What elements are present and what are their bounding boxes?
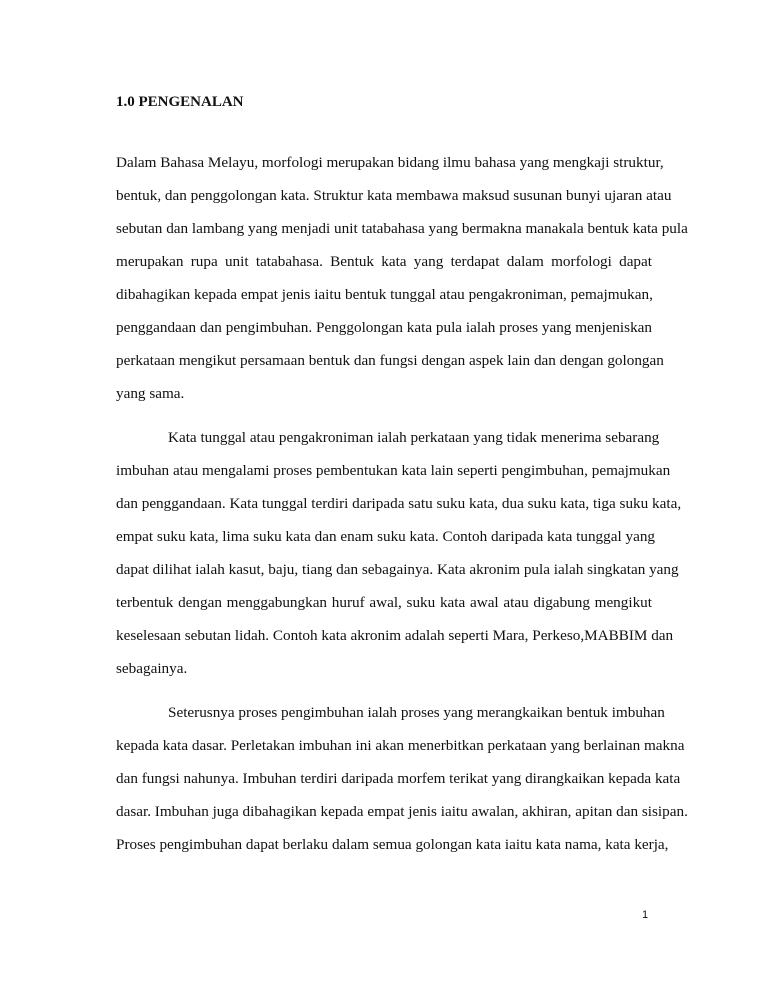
paragraph-line: dibahagikan kepada empat jenis iaitu bentuk tunggal atau pengakroniman, pemajmukan, <box>116 286 653 303</box>
paragraph-line: empat suku kata, lima suku kata dan enam suku kata. Contoh daripada kata tunggal yang <box>116 528 656 545</box>
paragraph-line: sebutan dan lambang yang menjadi unit tatabahasa yang bermakna manakala bentuk kata pula <box>116 220 688 237</box>
paragraph-line: dapat dilihat ialah kasut, baju, tiang dan sebagainya. Kata akronim pula ialah singkatan yang <box>116 561 679 578</box>
paragraph-line: dan fungsi nahunya. Imbuhan terdiri daripada morfem terikat yang dirangkaikan kepada kata <box>116 770 681 787</box>
paragraph-line: Proses pengimbuhan dapat berlaku dalam semua golongan kata iaitu kata nama, kata kerja, <box>116 836 669 853</box>
paragraph-line: dan penggandaan. Kata tunggal terdiri daripada satu suku kata, dua suku kata, tiga suku kata, <box>116 495 682 512</box>
paragraph-line: bentuk, dan penggolongan kata. Struktur kata membawa maksud susunan bunyi ujaran atau <box>116 187 672 204</box>
page-number: 1 <box>642 909 649 921</box>
section-heading: 1.0 PENGENALAN <box>116 94 244 110</box>
paragraph-line: penggandaan dan pengimbuhan. Penggolongan kata pula ialah proses yang menjeniskan <box>116 319 652 336</box>
paragraph-line: Dalam Bahasa Melayu, morfologi merupakan bidang ilmu bahasa yang mengkaji struktur, <box>116 154 664 171</box>
paragraph-line: merupakan rupa unit tatabahasa. Bentuk kata yang terdapat dalam morfologi dapat <box>116 253 652 270</box>
paragraph-line: sebagainya. <box>116 660 188 677</box>
paragraph-line: yang sama. <box>116 385 185 402</box>
paragraph-line: Kata tunggal atau pengakroniman ialah perkataan yang tidak menerima sebarang <box>168 429 660 446</box>
paragraph-line: Seterusnya proses pengimbuhan ialah proses yang merangkaikan bentuk imbuhan <box>168 704 665 721</box>
paragraph-line: perkataan mengikut persamaan bentuk dan fungsi dengan aspek lain dan dengan golongan <box>116 352 664 369</box>
paragraph-line: imbuhan atau mengalami proses pembentukan kata lain seperti pengimbuhan, pemajmukan <box>116 462 671 479</box>
paragraph-line: kepada kata dasar. Perletakan imbuhan ini akan menerbitkan perkataan yang berlainan makna <box>116 737 685 754</box>
paragraph-line: keselesaan sebutan lidah. Contoh kata akronim adalah seperti Mara, Perkeso,MABBIM dan <box>116 627 674 644</box>
paragraph-line: dasar. Imbuhan juga dibahagikan kepada empat jenis iaitu awalan, akhiran, apitan dan sisipan. <box>116 803 688 820</box>
paragraph-line: terbentuk dengan menggabungkan huruf awal, suku kata awal atau digabung mengikut <box>116 594 652 611</box>
